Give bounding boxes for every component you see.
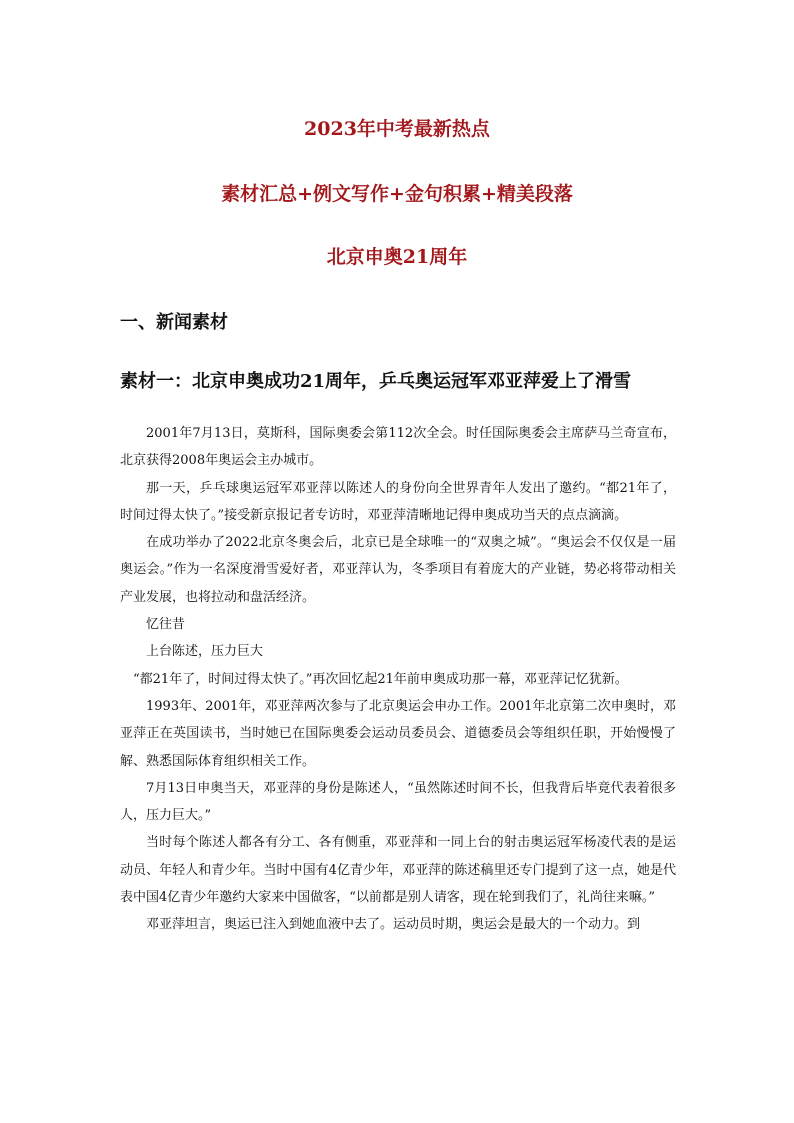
paragraph: 那一天，乒乓球奥运冠军邓亚萍以陈述人的身份向全世界青年人发出了邀约。“都21年了，时间过得太快了。”接受新京报记者专访时，邓亚萍清晰地记得申奥成功当天的点点滴滴。 [120,480,676,523]
paragraph: 上台陈述，压力巨大 [146,644,264,660]
paragraph: 在成功举办了2022北京冬奥会后，北京已是全球唯一的“双奥之城”。“奥运会不仅仅是一届奥运会。”作为一名深度滑雪爱好者，邓亚萍认为，冬季项目有着庞大的产业链，势必将带动相关产业发展，也将拉动和盘活经济。 [120,535,676,605]
paragraph: 2001年7月13日，莫斯科，国际奥委会第112次全会。时任国际奥委会主席萨马兰奇宣布，北京获得2008年奥运会主办城市。 [120,426,676,469]
article-body [120,420,676,939]
paragraph: 忆往昔 [146,617,186,633]
title-line-1: 2023年中考最新热点 [304,118,490,140]
paragraph: 7月13日申奥当天，邓亚萍的身份是陈述人，“虽然陈述时间不长，但我背后毕竟代表着很多人，压力巨大。” [120,780,676,824]
paragraph: 当时每个陈述人都各有分工、各有侧重，邓亚萍和一同上台的射击奥运冠军杨凌代表的是运动员、年轻人和青少年。当时中国有4亿青少年，邓亚萍的陈述稿里还专门提到了这一点，她是代表中国4亿青少年邀约大家来中国做客，“以前都是别人请客，现在轮到我们了，礼尚往来嘛。” [120,835,676,906]
section-heading: 一、新闻素材 [120,312,228,333]
material-heading: 素材一：北京申奥成功21周年，乒乓奥运冠军邓亚萍爱上了滑雪 [120,371,632,392]
title-line-3: 北京申奥21周年 [326,246,468,268]
paragraph: “都21年了，时间过得太快了。”再次回忆起21年前申奥成功那一幕，邓亚萍记忆犹新。 [133,671,628,687]
title-line-2: 素材汇总+例文写作+金句积累+精美段落 [221,183,573,205]
paragraph: 邓亚萍坦言，奥运已注入到她血液中去了。运动员时期，奥运会是最大的一个动力。到 [146,917,641,933]
paragraph: 1993年、2001年，邓亚萍两次参与了北京奥运会申办工作。2001年北京第二次申奥时，邓亚萍正在英国读书，当时她已在国际奥委会运动员委员会、道德委员会等组织任职，开始慢慢了解、熟悉国际体育组织相关工作。 [120,698,676,769]
